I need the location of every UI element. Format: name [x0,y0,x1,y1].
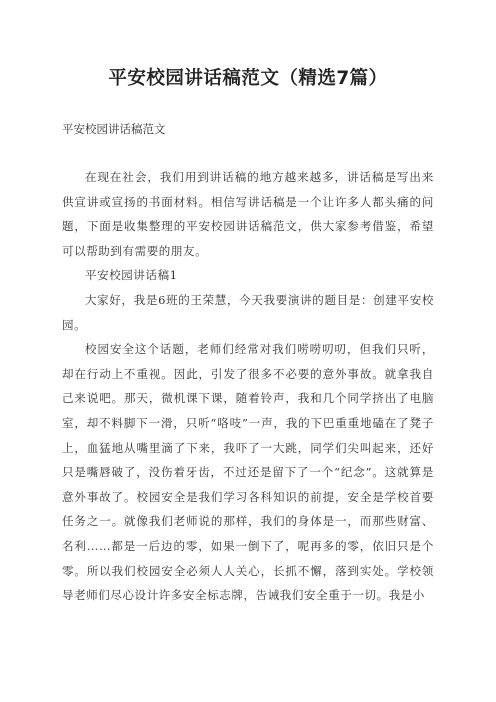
document-subtitle: 平安校园讲话稿范文 [62,122,166,136]
document-title: 平安校园讲话稿范文（精选7篇） [108,68,388,89]
intro-paragraph: 在现在社会，我们用到讲话稿的地方越来越多，讲话稿是写出来供宣讲或宣扬的书面材料。相信写讲话稿是一个让许多人都头痛的问题，下面是收集整理的平安校园讲话稿范文，供大家参考借鉴，希望可以帮助到有需要的朋友。 [62,170,434,258]
section-heading: 平安校园讲话稿1 [85,268,178,283]
body-paragraph: 校园安全这个话题，老师们经常对我们唠唠叨叨，但我们只听，却在行动上不重视。因此，引发了很多不必要的意外事故。就拿我自己来说吧。那天，微机课下课，随着铃声，我和几个同学挤出了电脑室，却不料脚下一滑，只听“咯吱”一声，我的下巴重重地磕在了凳子上，血猛地从嘴里滴了下来，我吓了一大跳，同学们尖叫起来，还好只是嘴唇破了，没伤着牙齿，不过还是留下了一个“纪念”。这就算是意外事故了。校园安全是我们学习各科知识的前提，安全是学校首要任务之一。就像我们老师说的那样，我们的身体是一，而那些财富、名利……都是一后边的零，如果一倒下了，呢再多的零，依旧只是个零。所以我们校园安全必须人人关心，长抓不懈，落到实处。学校领导老师们尽心设计许多安全标志牌，告诫我们安全重于一切。我是小 [62,342,434,603]
body-paragraph: 大家好，我是6班的王荣慧，今天我要演讲的题目是：创建平安校园。 [62,292,434,332]
document-body [62,165,434,608]
